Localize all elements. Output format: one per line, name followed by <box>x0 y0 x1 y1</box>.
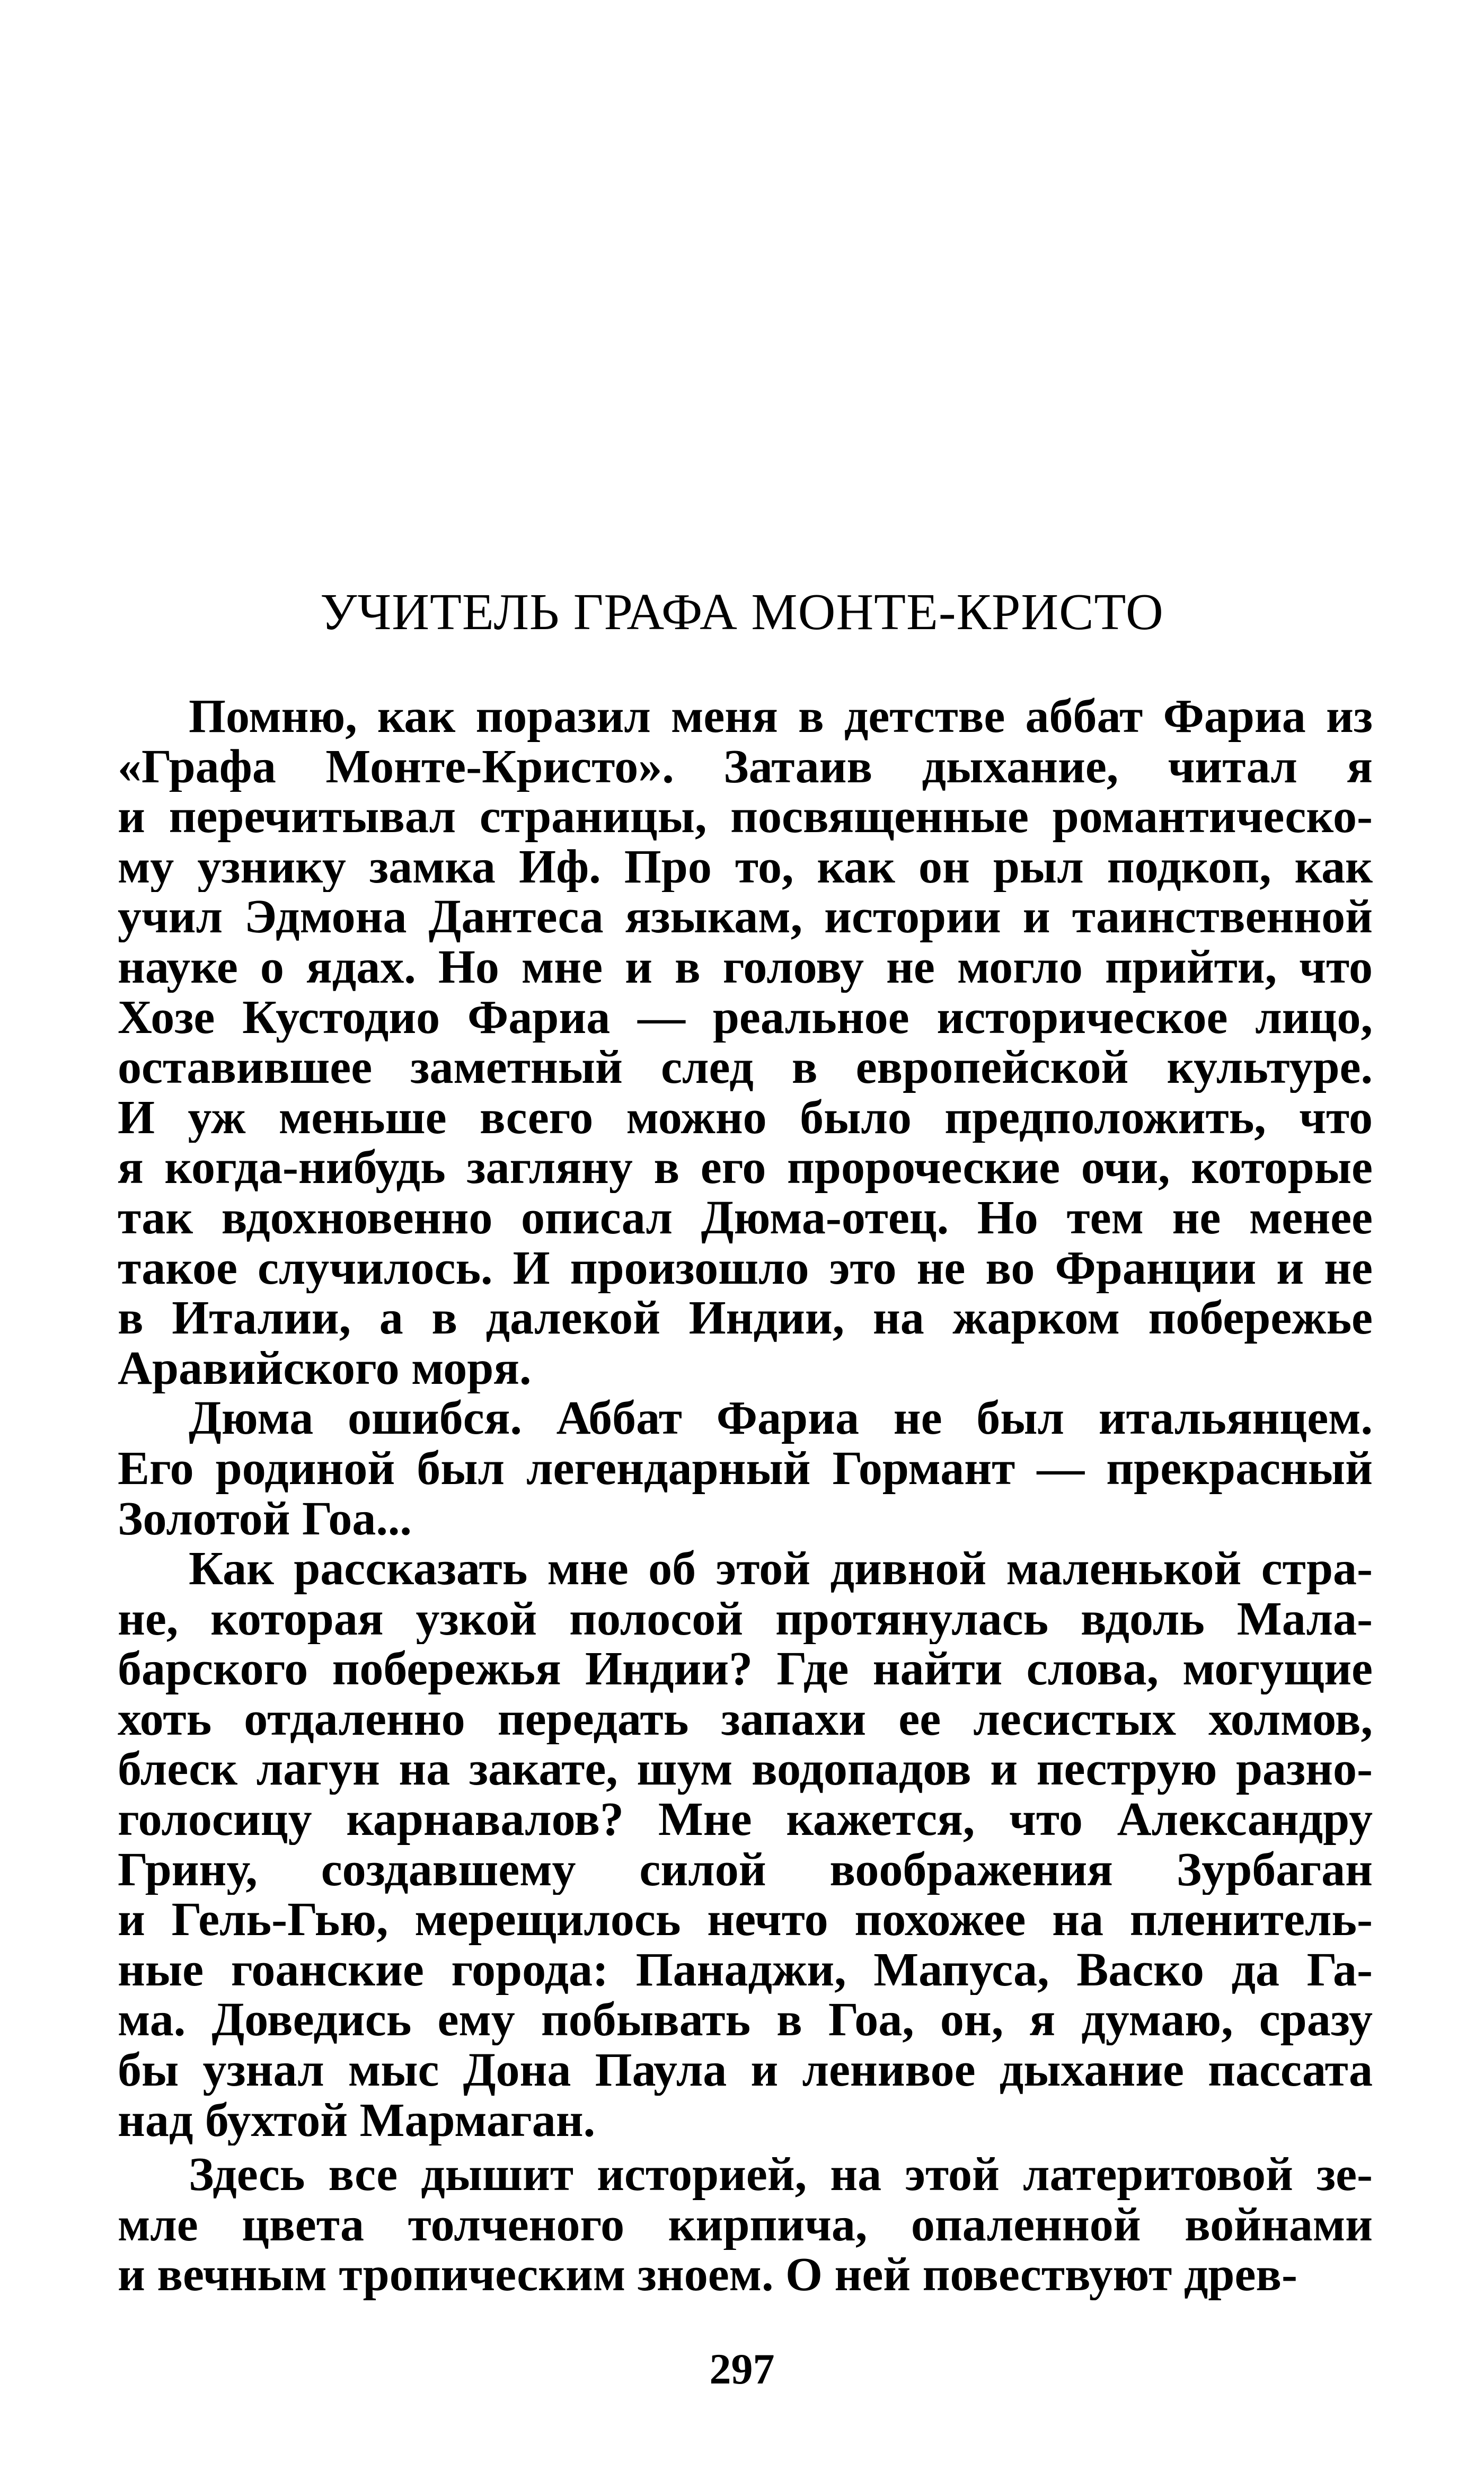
chapter-title: УЧИТЕЛЬ ГРАФА МОНТЕ-КРИСТО <box>320 584 1164 641</box>
text-line: над бухтой Мармаган. <box>118 2095 596 2146</box>
text-line: «Графа Монте-Кристо». Затаив дыхание, читал я <box>118 741 1373 792</box>
paragraph <box>118 692 1373 1393</box>
text-line: и вечным тропическим зноем. О ней повествуют древ- <box>118 2250 1297 2300</box>
text-line: Дюма ошибся. Аббат Фариа не был итальянцем. <box>189 1393 1373 1444</box>
paragraph <box>118 2150 1373 2300</box>
text-line: в Италии, а в далекой Индии, на жарком побережье <box>118 1293 1373 1344</box>
text-line: голосицу карнавалов? Мне кажется, что Александру <box>118 1795 1373 1845</box>
text-line: ма. Доведись ему побывать в Гоа, он, я думаю, сразу <box>118 1995 1373 2046</box>
text-line: барского побережья Индии? Где найти слова, могущие <box>118 1644 1373 1694</box>
text-line: Хозе Кустодио Фариа — реальное историческое лицо, <box>118 992 1373 1043</box>
text-line: такое случилось. И произошло это не во Франции и не <box>118 1243 1373 1294</box>
text-line: ные гоанские города: Панаджи, Мапуса, Васко да Га- <box>118 1945 1373 1996</box>
text-line: му узнику замка Иф. Про то, как он рыл подкоп, как <box>118 842 1373 893</box>
text-line: Его родиной был легендарный Гормант — прекрасный <box>118 1443 1373 1494</box>
body-text <box>118 692 1373 2300</box>
paragraph <box>118 1393 1373 1544</box>
text-line: не, которая узкой полосой протянулась вдоль Мала- <box>118 1594 1373 1645</box>
text-line: науке о ядах. Но мне и в голову не могло прийти, что <box>118 942 1373 993</box>
text-line: и Гель-Гью, мерещилось нечто похожее на пленитель- <box>118 1895 1373 1945</box>
page-number: 297 <box>709 2345 775 2393</box>
text-line: Золотой Гоа... <box>118 1494 412 1544</box>
text-line: Помню, как поразил меня в детстве аббат Фариа из <box>189 692 1373 742</box>
text-line: мле цвета толченого кирпича, опаленной войнами <box>118 2200 1373 2250</box>
text-line: так вдохновенно описал Дюма-отец. Но тем не менее <box>118 1193 1373 1243</box>
text-line: Как рассказать мне об этой дивной маленькой стра- <box>189 1544 1373 1594</box>
text-line: И уж меньше всего можно было предположить, что <box>118 1092 1373 1143</box>
text-line: блеск лагун на закате, шум водопадов и пеструю разно- <box>118 1744 1373 1795</box>
text-line: Аравийского моря. <box>118 1343 532 1394</box>
text-line: Здесь все дышит историей, на этой латеритовой зе- <box>189 2150 1373 2200</box>
text-line: я когда-нибудь загляну в его пророческие очи, которые <box>118 1143 1373 1193</box>
text-line: Грину, создавшему силой воображения Зурбаган <box>118 1844 1373 1895</box>
text-line: оставившее заметный след в европейской культуре. <box>118 1043 1373 1093</box>
text-line: и перечитывал страницы, посвященные романтическо- <box>118 792 1373 842</box>
text-line: хоть отдаленно передать запахи ее лесистых холмов, <box>118 1694 1373 1745</box>
paragraph-gap <box>118 2146 1373 2150</box>
paragraph <box>118 1544 1373 2146</box>
text-line: бы узнал мыс Дона Паула и ленивое дыхание пассата <box>118 2045 1373 2096</box>
text-line: учил Эдмона Дантеса языкам, истории и таинственной <box>118 892 1373 942</box>
